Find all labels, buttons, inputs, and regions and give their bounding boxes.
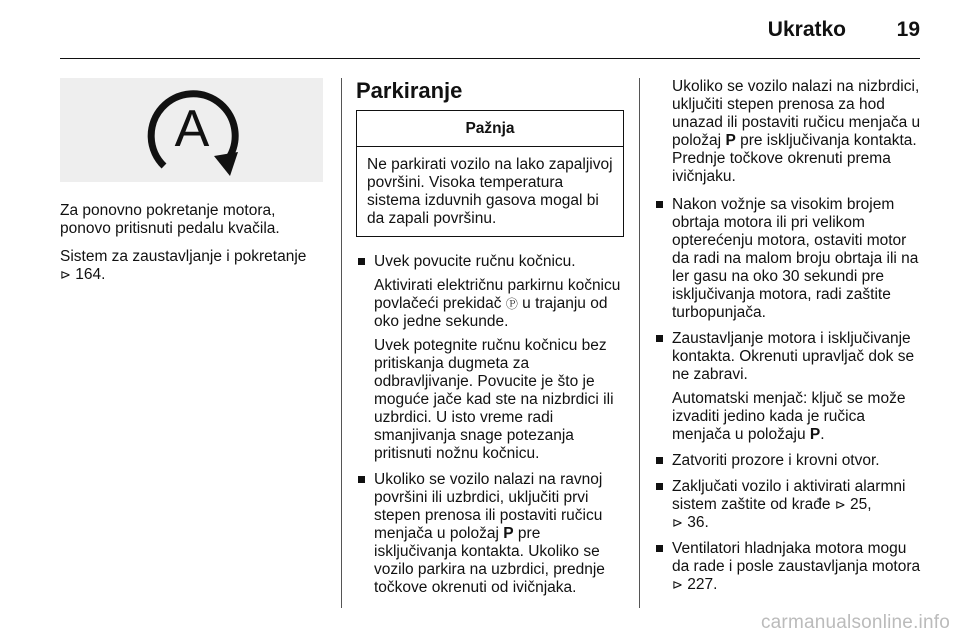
stop-start-paragraph: Sistem za zaustavljanje i pokretanje ⊳ 164. [60,248,307,283]
page-reference[interactable]: 25, [850,496,872,513]
section-title: Parkiranje [356,78,463,103]
header-rule [60,58,920,59]
downhill-paragraph: Ukoliko se vozilo nalazi na nizbrdici, uključiti stepen prenosa za hod unazad ili postaviti ručicu menjača u položaj P pre isključivanja kontakta. Prednje točkove okrenuti prema ivičnjaku. [672,78,921,185]
list-item-subtext: Automatski menjač: ključ se može izvaditi jedino kada je ručica menjača u položaju P. [672,390,906,443]
square-bullet-icon [358,476,365,483]
cross-reference-arrow-icon: ⊳ [60,267,71,282]
auto-stop-A-icon [134,84,250,176]
parking-brake-icon: Ⓟ [505,297,518,311]
list-item-text: Ukoliko se vozilo nalazi na ravnoj površini ili uzbrdici, uključiti prvi stepen prenosa ili postaviti ručicu menjača u položaj P pre isključivanja kontakta. Ukoliko se vozilo parkira na uzbrdici, prednje točkove okrenuti od ivičnjaka. [374,471,605,596]
warning-text: Ne parkirati vozilo na lako zapaljivoj površini. Visoka temperatura sistema izduvnih gasova mogal bi da zapali površinu. [367,156,613,227]
square-bullet-icon [656,483,663,490]
svg-text:A: A [174,100,210,158]
list-item-text: Zaustavljanje motora i isključivanje kontakta. Okrenuti upravljač dok se ne zabravi. [672,330,915,383]
parking-steps [356,253,624,597]
list-item-text: Zatvoriti prozore i krovni otvor. [672,452,880,469]
cross-reference-arrow-icon: ⊳ [834,497,846,512]
restart-paragraph: Za ponovno pokretanje motora, ponovo pritisnuti pedalu kvačila. [60,202,280,237]
warning-box [356,110,624,237]
list-item-text: Ventilatori hladnjaka motora mogu da rade i posle zaustavljanja motora ⊳ 227. [672,540,921,593]
list-item [356,471,624,597]
list-item [654,196,922,322]
list-item [356,253,624,463]
list-item [654,478,922,532]
list-item [654,452,922,470]
page-reference[interactable]: 36. [687,514,709,531]
list-item-subtext: Uvek potegnite ručnu kočnicu bez pritiskanja dugmeta za odbravljivanje. Povucite je što je moguće jače kad ste na nizbrdici ili uzbrdici. U isto vreme radi smanjivanja snage potezanja pritisnuti nožnu kočnicu. [374,337,614,462]
page-reference[interactable]: 164. [75,266,106,283]
page-number: 19 [896,18,920,41]
warning-title: Pažnja [357,111,623,147]
watermark: carmanualsonline.info [760,612,950,633]
page-reference[interactable]: 227. [687,576,718,593]
square-bullet-icon [656,457,663,464]
illustration [60,78,323,182]
square-bullet-icon [358,258,365,265]
column-divider [341,78,342,608]
cross-reference-arrow-icon: ⊳ [672,577,683,592]
list-item-text: Uvek povucite ručnu kočnicu. [374,253,576,270]
square-bullet-icon [656,335,663,342]
column-divider [639,78,640,608]
list-item-text: Nakon vožnje sa visokim brojem obrtaja motora ili pri velikom opterećenju motora, ostaviti motor da radi na malom broju obrtaja ili na ler gasu na oko 30 sekundi pre isključivanja motora, radi zaštite turbopunjača. [672,196,919,321]
square-bullet-icon [656,545,663,552]
list-item-subtext: Aktivirati električnu parkirnu kočnicu povlačeći prekidač Ⓟ u trajanju od oko jedne sekunde. [374,277,621,330]
list-item-text: Zaključati vozilo i aktivirati alarmni sistem zaštite od krađe ⊳ 25, ⊳ 36. [672,478,906,531]
column-3 [654,78,922,602]
list-item [654,540,922,594]
list-item [654,330,922,444]
running-header-title: Ukratko [767,18,846,41]
column-2 [356,78,624,605]
column-1 [60,78,326,294]
cross-reference-arrow-icon: ⊳ [672,515,683,530]
engine-stop-steps [654,196,922,594]
square-bullet-icon [656,201,663,208]
